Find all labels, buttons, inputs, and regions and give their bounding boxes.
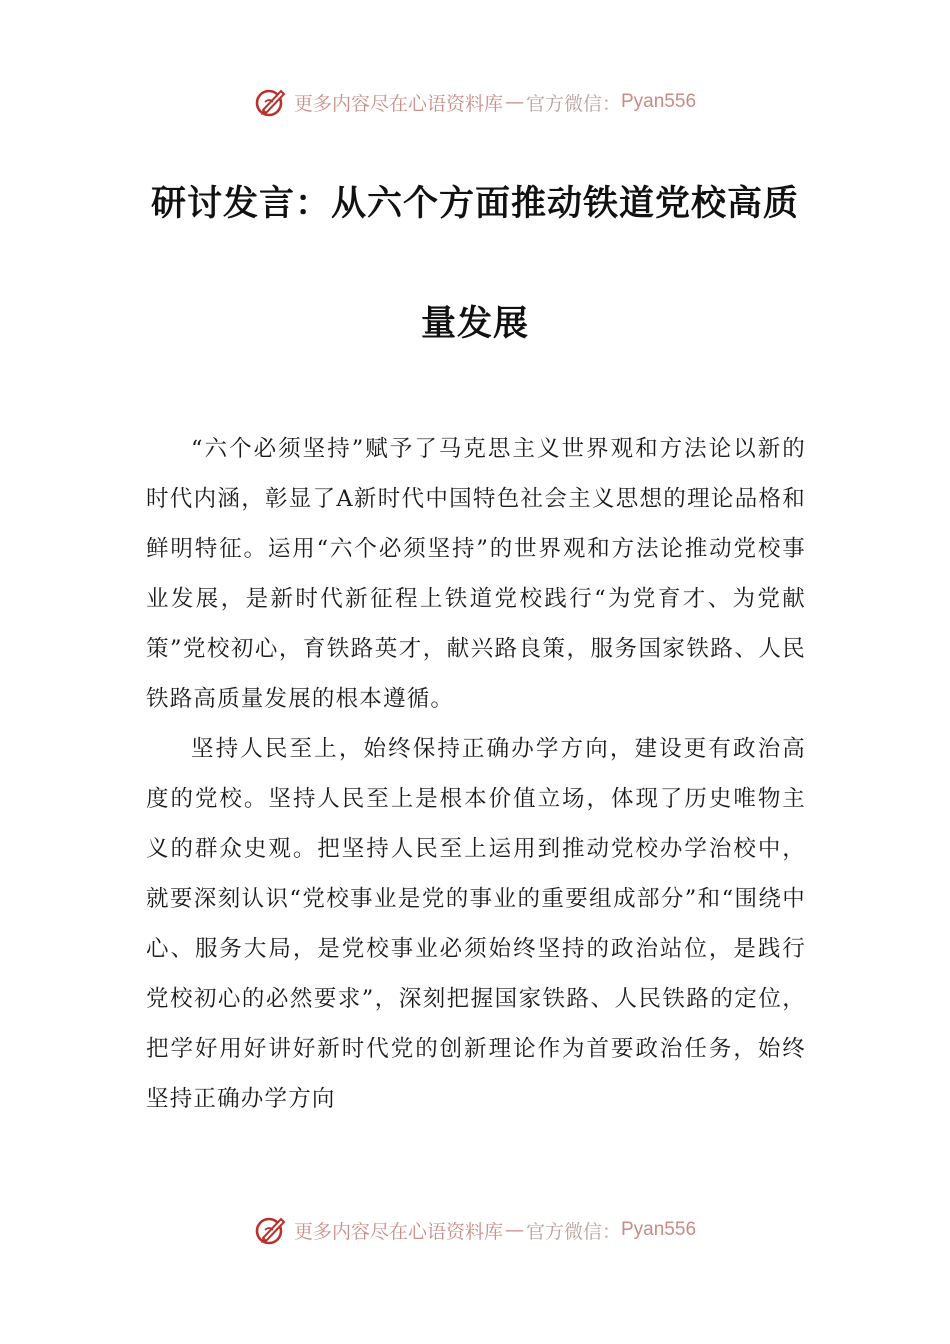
footer-watermark-banner	[0, 1212, 950, 1248]
pen-logo-icon	[254, 1213, 288, 1247]
banner-dash: —	[504, 91, 524, 113]
banner-dash: —	[504, 1219, 524, 1241]
banner-main-text: 更多内容尽在心语资料库	[293, 1220, 503, 1243]
header-watermark-banner	[0, 84, 950, 120]
banner-wechat-label: 官方微信：	[525, 1220, 621, 1243]
banner-wechat-id: Pyan556	[621, 91, 697, 112]
document-title-line-2: 量发展	[420, 303, 529, 344]
body-paragraph-2: 坚持人民至上，始终保持正确办学方向，建设更有政治高度的党校。坚持人民至上是根本价值立场，体现了历史唯物主义的群众史观。把坚持人民至上运用到推动党校办学治校中，就要深刻认识“党校事业是党的事业的重要组成部分”和“围绕中心、服务大局，是党校事业必须始终坚持的政治站位，是践行党校初心的必然要求”，深刻把握国家铁路、人民铁路的定位，把学好用好讲好新时代党的创新理论作为首要政治任务，始终坚持正确办学方向	[146, 736, 806, 1112]
banner-wechat-id: Pyan556	[621, 1219, 697, 1240]
banner-wechat-label: 官方微信：	[525, 92, 621, 115]
document-title-line-1: 研讨发言：从六个方面推动铁道党校高质	[150, 183, 799, 224]
banner-main-text: 更多内容尽在心语资料库	[293, 92, 503, 115]
body-paragraph-1: “六个必须坚持”赋予了马克思主义世界观和方法论以新的时代内涵，彰显了A新时代中国特色社会主义思想的理论品格和鲜明特征。运用“六个必须坚持”的世界观和方法论推动党校事业发展，是新时代新征程上铁道党校践行“为党育才、为党献策”党校初心，育铁路英才，献兴路良策，服务国家铁路、人民铁路高质量发展的根本遵循。	[146, 436, 806, 712]
document-body	[146, 424, 806, 1124]
pen-logo-icon	[254, 85, 288, 119]
